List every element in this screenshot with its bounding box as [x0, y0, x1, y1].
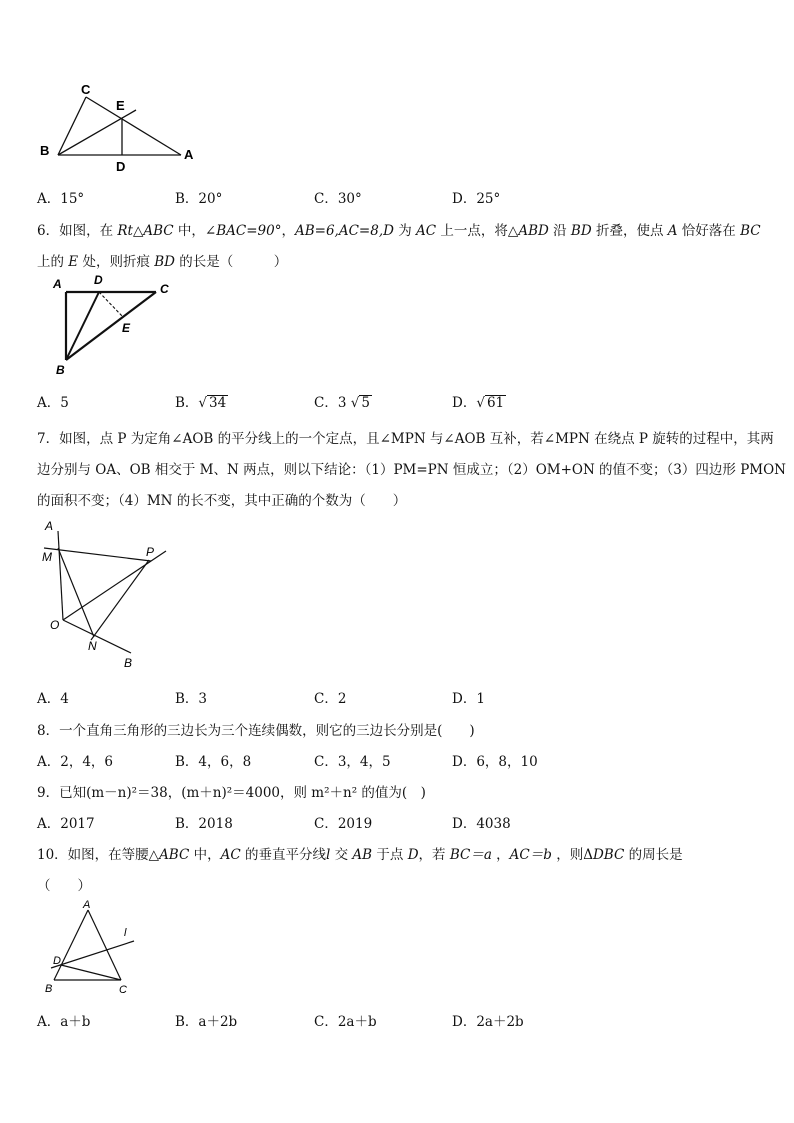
q10-text: 交 — [330, 847, 353, 863]
q9-option-a: A．2017 — [37, 816, 95, 832]
q6-option-c — [314, 391, 372, 411]
q10-stem-line2: （ ） — [37, 878, 91, 894]
q10-text: AC — [220, 847, 241, 863]
q6-option-d-value: 61 — [486, 395, 505, 411]
fig10-label-a: A — [83, 899, 91, 911]
q10-text: 中， — [189, 847, 221, 863]
q9-stem: 9．已知(m－n)²＝38，(m＋n)²＝4000，则 m²＋n² 的值为( ) — [37, 785, 426, 801]
figure-q7 — [36, 515, 181, 675]
q10-option-d: D．2a＋2b — [452, 1014, 524, 1030]
q6-option-b-label: B． — [175, 395, 199, 411]
q6-text: 沿 — [548, 223, 571, 239]
q6-text: ∠BAC=90° — [204, 223, 282, 239]
q10-text: 于点 — [372, 847, 408, 863]
q8-option-d: D．6，8，10 — [452, 754, 538, 770]
q6-text: AC — [416, 223, 437, 239]
fig6-label-b: B — [56, 363, 65, 377]
q10-text: DBC — [592, 847, 625, 863]
q10-text: 的垂直平分线 — [240, 847, 326, 863]
q6-text: BD — [570, 223, 592, 239]
q6-option-c-value: 5 — [361, 395, 370, 411]
fig10-label-l: l — [124, 927, 127, 939]
q6-text: 6．如图，在 — [37, 223, 118, 239]
q10-text: AB — [352, 847, 373, 863]
q7-option-c: C．2 — [314, 691, 347, 707]
q9-option-c: C．2019 — [314, 816, 373, 832]
q9-option-d: D．4038 — [452, 816, 511, 832]
q6-text: ， — [281, 223, 295, 239]
q8-option-c: C．3，4，5 — [314, 754, 391, 770]
q7-option-b: B．3 — [175, 691, 208, 707]
q10-text: ， — [491, 847, 510, 863]
q6-text: 处，则折痕 — [78, 254, 155, 270]
q10-text: BC＝a — [449, 847, 492, 863]
fig6-label-e: E — [122, 321, 131, 335]
fig7-label-p: P — [146, 545, 155, 559]
q7-stem-line2: 边分别与 OA、OB 相交于 M、N 两点，则以下结论：（1）PM=PN 恒成立；（2）OM+ON 的值不变；（3）四边形 PMON — [37, 462, 786, 478]
q8-option-a: A．2，4，6 — [37, 754, 114, 770]
sqrt-icon: √ — [350, 395, 360, 411]
q6-option-b-value: 34 — [209, 395, 227, 411]
q8-option-b: B．4，6，8 — [175, 754, 252, 770]
q5-option-a: A．15° — [37, 191, 85, 207]
q6-text: 的长是（ ） — [175, 254, 288, 270]
fig7-label-o: O — [50, 618, 60, 632]
q10-stem-line1 — [37, 843, 683, 863]
fig7-label-a: A — [45, 519, 54, 533]
q6-text: 折叠，使点 — [591, 223, 668, 239]
sqrt-icon: √ — [476, 395, 485, 411]
fig5-label-d: D — [116, 159, 126, 174]
figure-q6 — [44, 272, 184, 378]
q5-option-d: D．25° — [452, 191, 501, 207]
q7-stem-line1: 7．如图，点 P 为定角∠AOB 的平分线上的一个定点，且∠MPN 与∠AOB 互补，若∠MPN 在绕点 P 旋转的过程中，其两 — [37, 431, 774, 447]
q6-text: BD — [154, 254, 175, 270]
q8-stem: 8．一个直角三角形的三边长为三个连续偶数，则它的三边长分别是( ) — [37, 723, 475, 739]
fig7-label-b: B — [124, 656, 133, 670]
fig5-label-b: B — [40, 143, 50, 158]
q10-text: ，则Δ — [551, 847, 593, 863]
q10-text: 的周长是 — [624, 847, 683, 863]
q6-stem-line2 — [37, 250, 287, 270]
q6-option-a: A．5 — [37, 395, 69, 411]
figure-q10 — [36, 898, 146, 998]
q10-option-c: C．2a＋b — [314, 1014, 377, 1030]
q6-text: A — [667, 223, 678, 239]
q10-text: 10．如图，在等腰△ — [37, 847, 160, 863]
fig10-label-c: C — [119, 984, 127, 996]
q6-stem-line1 — [37, 219, 761, 239]
q5-option-c: C．30° — [314, 191, 362, 207]
fig5-label-a: A — [184, 147, 194, 162]
q6-text: AB=6,AC=8,D — [294, 223, 394, 239]
q6-option-b — [175, 391, 228, 411]
fig7-label-n: N — [88, 639, 97, 653]
q6-option-d-label: D． — [452, 395, 477, 411]
fig7-label-m: M — [42, 550, 52, 564]
sqrt-icon: √ — [198, 395, 208, 411]
q6-text: 恰好落在 — [677, 223, 741, 239]
q6-text: BC — [740, 223, 761, 239]
q6-text: 中， — [173, 223, 205, 239]
q10-text: l — [326, 847, 331, 863]
q10-option-a: A．a＋b — [37, 1014, 91, 1030]
figure-q5 — [36, 80, 206, 180]
q6-option-c-label: C．3 — [314, 395, 347, 411]
fig10-label-b: B — [45, 983, 53, 995]
fig6-label-d: D — [94, 273, 103, 287]
q6-text: 为 — [393, 223, 417, 239]
q10-option-b: B．a＋2b — [175, 1014, 238, 1030]
q10-text: AC＝b — [509, 847, 552, 863]
fig5-label-c: C — [81, 82, 91, 97]
q10-text: D — [407, 847, 419, 863]
q6-text: 上的 — [37, 254, 69, 270]
q7-option-d: D．1 — [452, 691, 485, 707]
q9-option-b: B．2018 — [175, 816, 233, 832]
q10-text: ，若 — [418, 847, 450, 863]
q10-text: ABC — [159, 847, 190, 863]
q5-option-b: B．20° — [175, 191, 223, 207]
q6-text: ABD — [518, 223, 549, 239]
fig10-label-d: D — [53, 955, 61, 967]
q6-text: E — [68, 254, 79, 270]
q6-text: Rt△ABC — [117, 223, 174, 239]
fig5-label-e: E — [116, 98, 125, 113]
fig6-label-a: A — [53, 277, 62, 291]
q6-option-d — [452, 391, 506, 411]
q6-text: 上一点，将△ — [436, 223, 519, 239]
fig6-label-c: C — [160, 282, 169, 296]
q7-option-a: A．4 — [37, 691, 69, 707]
q7-stem-line3: 的面积不变；（4）MN 的长不变，其中正确的个数为（ ） — [37, 493, 407, 509]
